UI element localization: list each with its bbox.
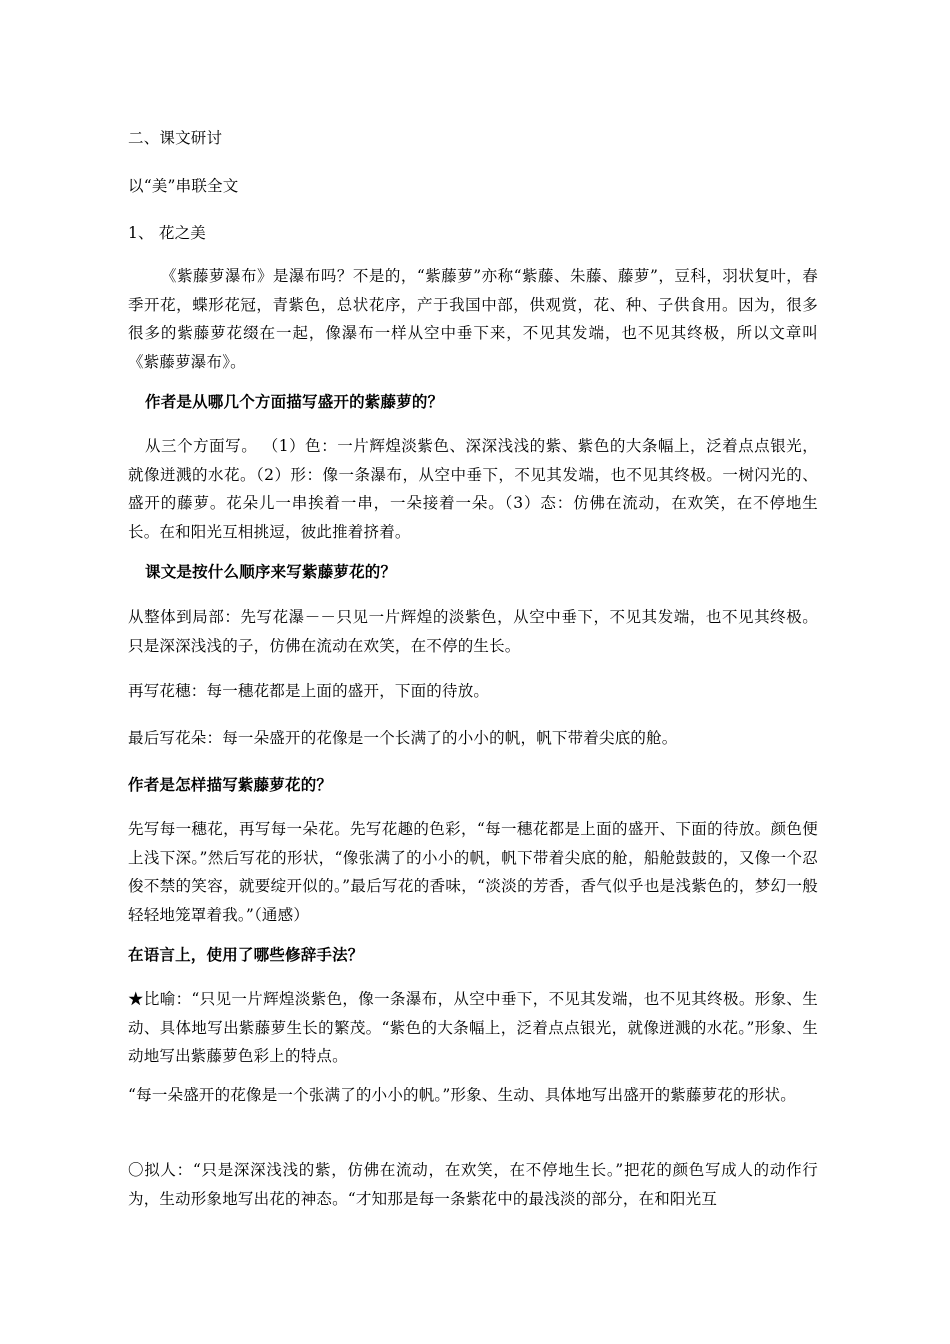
intro-paragraph: 《紫藤萝瀑布》是瀑布吗？不是的，“紫藤萝”亦称“紫藤、朱藤、藤萝”，豆科，羽状复叶，春季开花，蝶形花冠，青紫色，总状花序，产于我国中部，供观赏，花、种、子供食用。因为，很多很多的紫藤萝花缀在一起，像瀑布一样从空中垂下来，不见其发端，也不见其终极，所以文章叫《紫藤萝瀑布》。 [128,267,818,371]
question-4: 在语言上，使用了哪些修辞手法？ [128,945,364,964]
answer-4-personification: 〇拟人：“只是深深浅浅的紫，仿佛在流动，在欢笑，在不停地生长。”把花的颜色写成人的动作行为，生动形象地写出花的神态。“才知那是每一条紫花中的最浅淡的部分，在和阳光互 [128,1161,818,1208]
answer-4-sail: “每一朵盛开的花像是一个张满了的小小的帆。”形象、生动、具体地写出盛开的紫藤萝花的形状。 [128,1086,796,1104]
answer-1: 从三个方面写。 （1）色：一片辉煌淡紫色、深深浅浅的紫、紫色的大条幅上，泛着点点银光，就像迸溅的水花。（2）形：像一条瀑布，从空中垂下，不见其发端，也不见其终极。一树闪光的、盛开的藤萝。花朵儿一串挨着一串，一朵接着一朵。（3）态：仿佛在流动，在欢笑，在不停地生长。在和阳光互相挑逗，彼此推着挤着。 [128,437,818,541]
answer-2-spike: 再写花穗：每一穗花都是上面的盛开，下面的待放。 [128,682,490,700]
answer-2-overall: 从整体到局部：先写花瀑－－只见一片辉煌的淡紫色，从空中垂下，不见其发端，也不见其终极。只是深深浅浅的子，仿佛在流动在欢笑，在不停的生长。 [128,608,818,655]
question-3: 作者是怎样描写紫藤萝花的？ [128,775,333,794]
theme-line: 以“美”串联全文 [128,177,239,195]
section-title: 二、课文研讨 [128,129,223,147]
answer-3: 先写每一穗花，再写每一朵花。先写花趣的色彩，“每一穗花都是上面的盛开、下面的待放。颜色便上浅下深。”然后写花的形状，“像张满了的小小的帆，帆下带着尖底的舱，船舱鼓鼓的，又像一个忍俊不禁的笑容，就要绽开似的。”最后写花的香味，“淡淡的芳香，香气似乎也是浅紫色的，梦幻一般轻轻地笼罩着我。”（通感） [128,820,818,924]
question-2: 课文是按什么顺序来写紫藤萝花的？ [145,562,397,581]
question-1: 作者是从哪几个方面描写盛开的紫藤萝的？ [145,392,444,411]
answer-2-flower: 最后写花朵：每一朵盛开的花像是一个长满了的小小的帆，帆下带着尖底的舱。 [128,729,678,747]
sub-heading: 1、 花之美 [128,224,206,242]
answer-4-metaphor: ★比喻：“只见一片辉煌淡紫色，像一条瀑布，从空中垂下，不见其发端，也不见其终极。形象、生动、具体地写出紫藤萝生长的繁茂。“紫色的大条幅上，泛着点点银光，就像迸溅的水花。”形象、生动地写出紫藤萝色彩上的特点。 [128,990,818,1065]
